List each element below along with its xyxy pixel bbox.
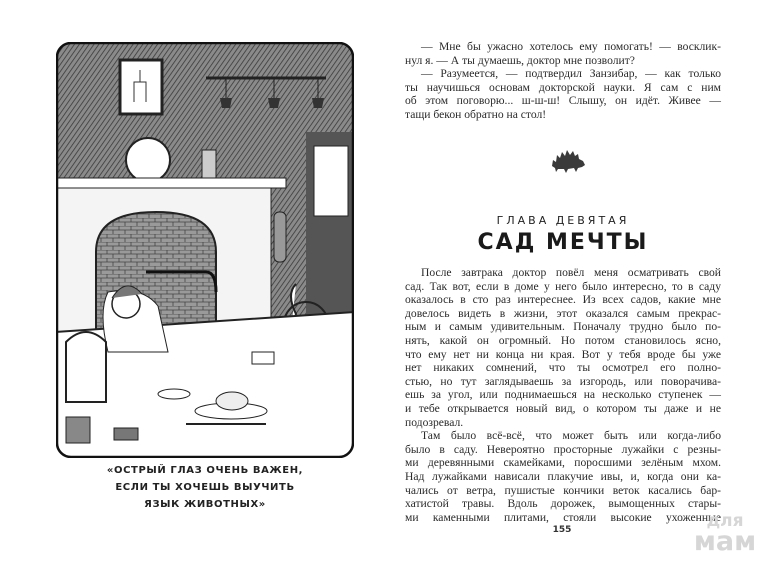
- text-line: тащи бекон обратно на стол!: [405, 107, 547, 121]
- text-line: После завтрака доктор повёл меня осматривать свой: [421, 266, 721, 279]
- text-line: — Разумеется, — подтвердил Занзибар, — как только: [421, 67, 721, 81]
- intro-dialogue: [405, 40, 721, 122]
- hedgehog-icon: [550, 148, 586, 174]
- text-line: довелось видеть в жизни, этот оказался самым прекрас-: [405, 306, 721, 320]
- text-line: оказалось в сто раз интереснее. Из всех садов, какие мне: [405, 293, 721, 307]
- text-line: Там было всё-всё, что может быть или когда-либо: [421, 429, 721, 443]
- text-line: — Мне бы ужасно хотелось ему помогать! — восклик-: [421, 40, 721, 53]
- caption-line: ЯЗЫК ЖИВОТНЫХ»: [144, 499, 266, 510]
- text-line: было в саду. Невероятно просторные лужайки с резны-: [405, 442, 721, 456]
- watermark-line: для: [706, 511, 744, 531]
- text-line: сад. Так вот, если в доме у него было интересно, то в саду: [405, 279, 721, 293]
- text-line: нет никаких сомнений, что ты осмотрел его полно-: [405, 361, 721, 375]
- watermark-line: мам: [693, 526, 757, 558]
- watermark: [680, 511, 770, 558]
- illustration-caption: [60, 462, 350, 513]
- chapter-label: ГЛАВА ДЕВЯТАЯ: [496, 214, 630, 227]
- text-line: ешь за угол, или поднимаешься на несколько ступенек —: [405, 388, 721, 402]
- caption-line: «ОСТРЫЙ ГЛАЗ ОЧЕНЬ ВАЖЕН,: [106, 465, 304, 476]
- text-line: чались от ветра, пушистые кончики веток касались бар-: [405, 483, 721, 497]
- text-line: ми деревянными скамейками, поросшими зелёным мхом.: [405, 456, 721, 470]
- caption-line: ЕСЛИ ТЫ ХОЧЕШЬ ВЫУЧИТЬ: [115, 482, 295, 493]
- text-line: ным и самым удивительным. Поначалу трудно было по-: [405, 320, 721, 334]
- kitchen-illustration: [56, 42, 354, 458]
- text-line: хатистой травы. Вдоль дорожек, вымощенных стары-: [405, 497, 721, 511]
- text-line: и тебе открывается новый вид, о котором ты даже и не: [405, 401, 721, 415]
- text-line: подозревал.: [405, 415, 464, 429]
- text-line: нять, какой он огромный. Но потом становилось ясно,: [405, 333, 721, 347]
- text-line: нул я. — А ты думаешь, доктор мне позволит?: [405, 53, 635, 67]
- text-line: Над лужайками нависали плакучие ивы, и, когда они ка-: [405, 469, 721, 483]
- chapter-title: САД МЕЧТЫ: [477, 230, 649, 255]
- text-line: что ему нет ни конца ни края. Вот у тебя вроде бы уже: [405, 347, 721, 361]
- chapter-body: [405, 266, 721, 524]
- text-line: ми каменными плитами, стояли высокие ухоженные: [405, 510, 721, 524]
- text-line: об этом поговорю... ш-ш-ш! Слышу, он идёт. Живее —: [405, 94, 721, 108]
- text-line: стью, но тут заглядываешь за изгородь, или поворачива-: [405, 374, 721, 388]
- text-line: ты научишься основам докторской науки. Я сам с ним: [405, 80, 721, 94]
- page-number: 155: [552, 525, 572, 535]
